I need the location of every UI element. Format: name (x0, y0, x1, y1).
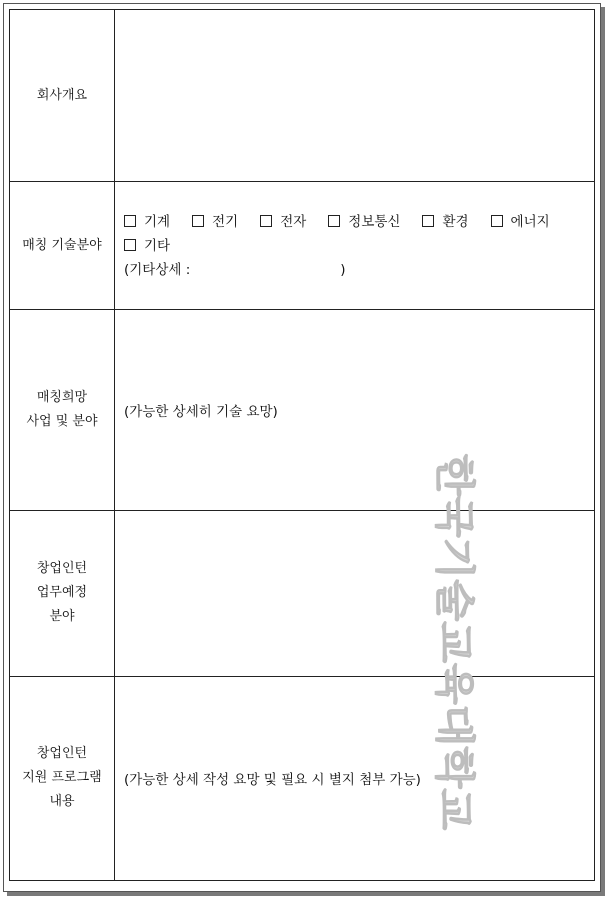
label-intern-duty-area (10, 510, 115, 676)
row-matching-tech-field (10, 182, 595, 310)
label-intern-support-program (10, 676, 115, 880)
option-ict[interactable] (328, 211, 400, 233)
label-desired-business (10, 310, 115, 510)
label-line: 사업 및 분야 (26, 413, 98, 429)
label-company-overview: 회사개요 (10, 10, 115, 182)
option-label: 전기 (212, 213, 239, 230)
row-company-overview (10, 10, 595, 182)
option-mechanical[interactable] (124, 211, 170, 233)
row-desired-business (10, 310, 595, 510)
checkbox-icon[interactable] (124, 239, 136, 251)
checkbox-icon[interactable] (328, 215, 340, 227)
other-detail-line[interactable] (124, 259, 594, 281)
application-form-table (9, 9, 595, 881)
checkbox-icon[interactable] (491, 215, 503, 227)
label-line: 내용 (49, 794, 75, 810)
desired-business-field[interactable]: (가능한 상세히 기술 요망) (115, 310, 595, 510)
intern-support-program-field[interactable]: (가능한 상세 작성 요망 및 필요 시 별지 첨부 가능) (115, 676, 595, 880)
option-label: 기타 (144, 237, 171, 254)
checkbox-icon[interactable] (422, 215, 434, 227)
label-line: 매칭희망 (36, 389, 88, 405)
option-electrical[interactable] (192, 211, 238, 233)
row-intern-duty-area (10, 510, 595, 676)
option-environment[interactable] (422, 211, 468, 233)
row-intern-support-program (10, 676, 595, 880)
option-label: 기계 (144, 213, 171, 230)
label-line: 분야 (49, 609, 75, 625)
option-label: 정보통신 (348, 213, 401, 230)
label-line: 창업인턴 (36, 746, 88, 762)
option-label: 환경 (442, 213, 469, 230)
option-label: 에너지 (510, 213, 550, 230)
checkbox-icon[interactable] (124, 215, 136, 227)
other-detail-close: ) (340, 261, 346, 278)
option-label: 전자 (280, 213, 307, 230)
label-line: 지원 프로그램 (22, 770, 102, 786)
label-line: 업무예정 (36, 585, 88, 601)
tech-field-options (115, 182, 595, 310)
intern-duty-area-field[interactable] (115, 510, 595, 676)
watermark-text: 한국기술교육대학교 (431, 454, 477, 802)
checkbox-icon[interactable] (260, 215, 272, 227)
other-detail-label: (기타상세 : (124, 261, 191, 278)
checkbox-icon[interactable] (192, 215, 204, 227)
option-energy[interactable] (491, 211, 550, 233)
company-overview-field[interactable] (115, 10, 595, 182)
label-matching-tech-field: 매칭 기술분야 (10, 182, 115, 310)
option-electronics[interactable] (260, 211, 306, 233)
option-other[interactable] (124, 235, 170, 257)
label-line: 창업인턴 (36, 561, 88, 577)
